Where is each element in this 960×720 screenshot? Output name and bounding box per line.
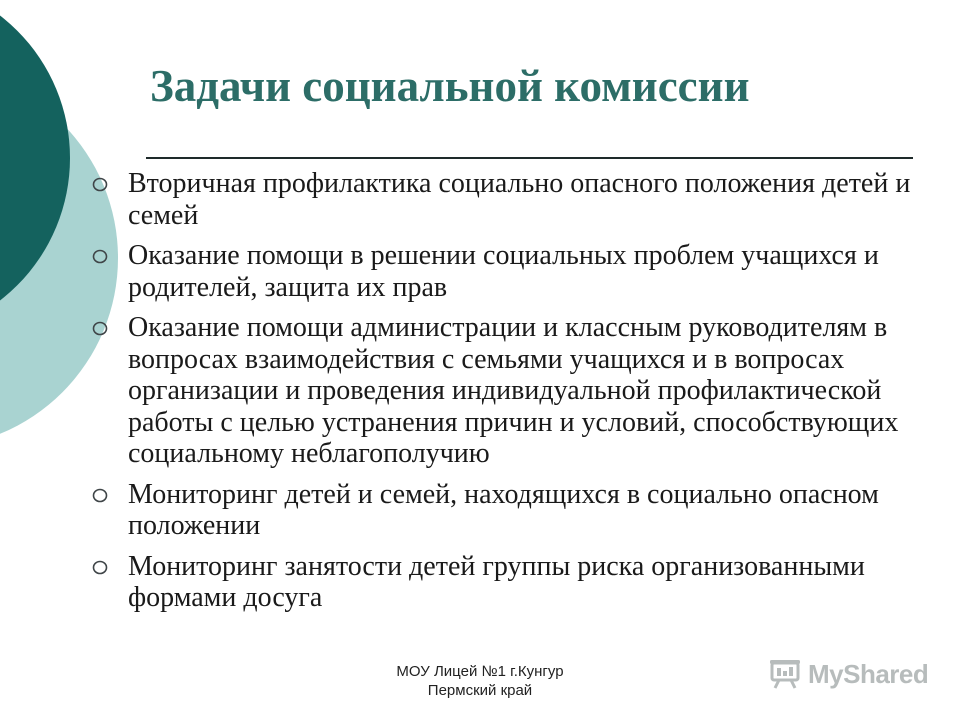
myshared-watermark — [768, 656, 928, 692]
bullet-circle-icon — [92, 321, 108, 336]
bullet-circle-icon — [92, 177, 108, 192]
bullet-circle-icon — [92, 488, 108, 503]
bullet-item — [92, 479, 952, 542]
bullet-circle-icon — [92, 249, 108, 264]
bullet-item — [92, 551, 952, 614]
bullet-circle-icon — [92, 560, 108, 575]
bullet-list — [92, 168, 952, 623]
footer-line-region: Пермский край — [427, 682, 533, 699]
watermark-text: MyShared — [808, 658, 929, 689]
presentation-board-icon — [768, 659, 802, 689]
bullet-text: Оказание помощи администрации и классным руководителям в вопросах взаимодействия с семьями учащихся и в вопросах организации и проведения индивидуальной профилактической работы с целью устранения причин и условий, способствующих социальному неблагополучию — [128, 312, 899, 469]
bullet-item — [92, 240, 952, 303]
footer-line-school: МОУ Лицей №1 г.Кунгур — [396, 663, 564, 680]
title-underline — [146, 157, 913, 159]
bullet-text: Вторичная профилактика социально опасного положения детей и семей — [128, 168, 911, 231]
bullet-text: Мониторинг занятости детей группы риска организованными формами досуга — [128, 550, 865, 613]
slide-footer — [340, 662, 620, 700]
bullet-item — [92, 168, 952, 231]
bullet-text: Оказание помощи в решении социальных проблем учащихся и родителей, защита их прав — [128, 240, 879, 303]
slide-title: Задачи социальной комиссии — [150, 61, 750, 111]
bullet-text: Мониторинг детей и семей, находящихся в социально опасном положении — [128, 478, 879, 541]
bullet-item — [92, 312, 952, 470]
